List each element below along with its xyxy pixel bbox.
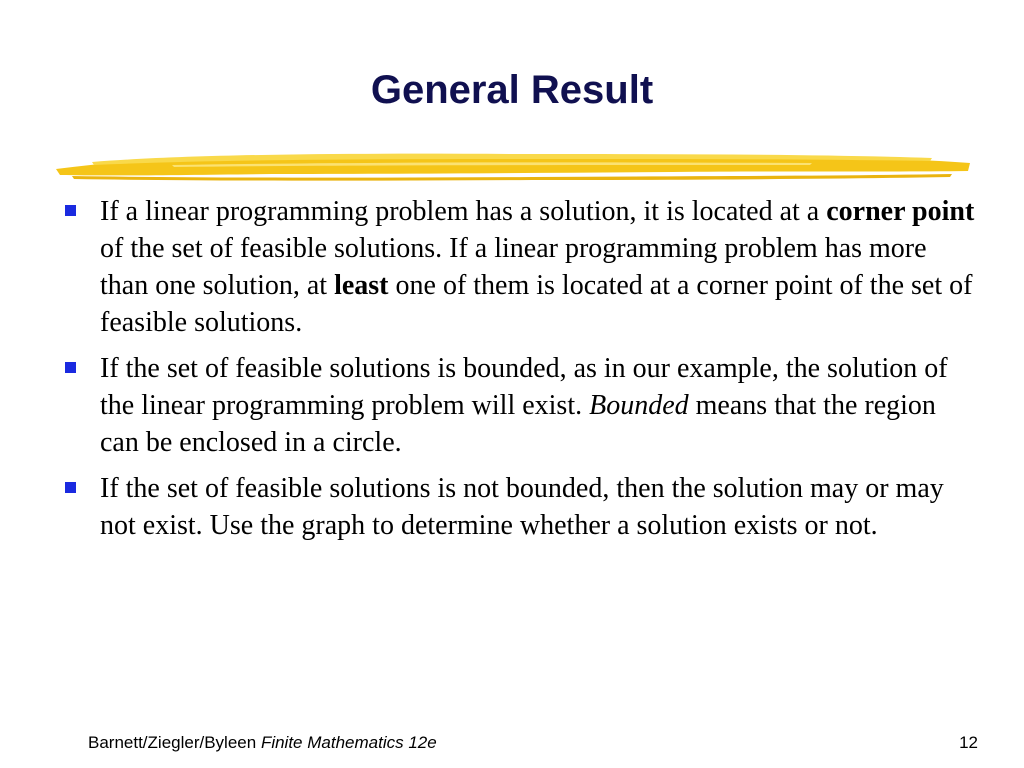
bullet-item: [60, 193, 980, 341]
bullet-text-run: If a linear programming problem has a solution, it is located at a: [100, 196, 827, 227]
footer-book-title: Finite Mathematics 12e: [260, 733, 437, 752]
square-bullet-icon: [65, 482, 76, 493]
emphasis-bold-text: least: [334, 270, 389, 301]
square-bullet-icon: [65, 362, 76, 373]
footer-citation: [88, 732, 437, 754]
brush-stroke-lower: [72, 174, 952, 181]
bullet-list: [60, 193, 980, 553]
bullet-text: [100, 196, 974, 338]
bullet-text-run: one of them is located at a corner point of the set of feasible solutions.: [100, 270, 973, 338]
slide-number: 12: [959, 733, 978, 752]
slide-title: General Result: [370, 68, 654, 112]
bullet-text-run: of the set of feasible solutions. If a linear programming problem has more than one solution, at: [100, 233, 927, 301]
bullet-text-run: If the set of feasible solutions is not bounded, then the solution may or may not exist. Use the graph to determine whether a solution exists or not.: [100, 473, 944, 541]
emphasis-italic-text: Bounded: [589, 390, 689, 421]
emphasis-bold-text: corner point: [826, 196, 975, 227]
square-bullet-icon: [65, 205, 76, 216]
yellow-brush-stroke-divider: [52, 145, 974, 187]
bullet-text-run: means that the region can be enclosed in a circle.: [100, 390, 936, 458]
bullet-item: [60, 470, 980, 544]
footer-authors: Barnett/Ziegler/Byleen: [88, 733, 257, 752]
bullet-text-run: If the set of feasible solutions is bounded, as in our example, the solution of the linear programming problem will exist.: [100, 353, 948, 421]
bullet-item: [60, 350, 980, 461]
bullet-text: [100, 473, 944, 541]
bullet-text: [100, 353, 948, 458]
